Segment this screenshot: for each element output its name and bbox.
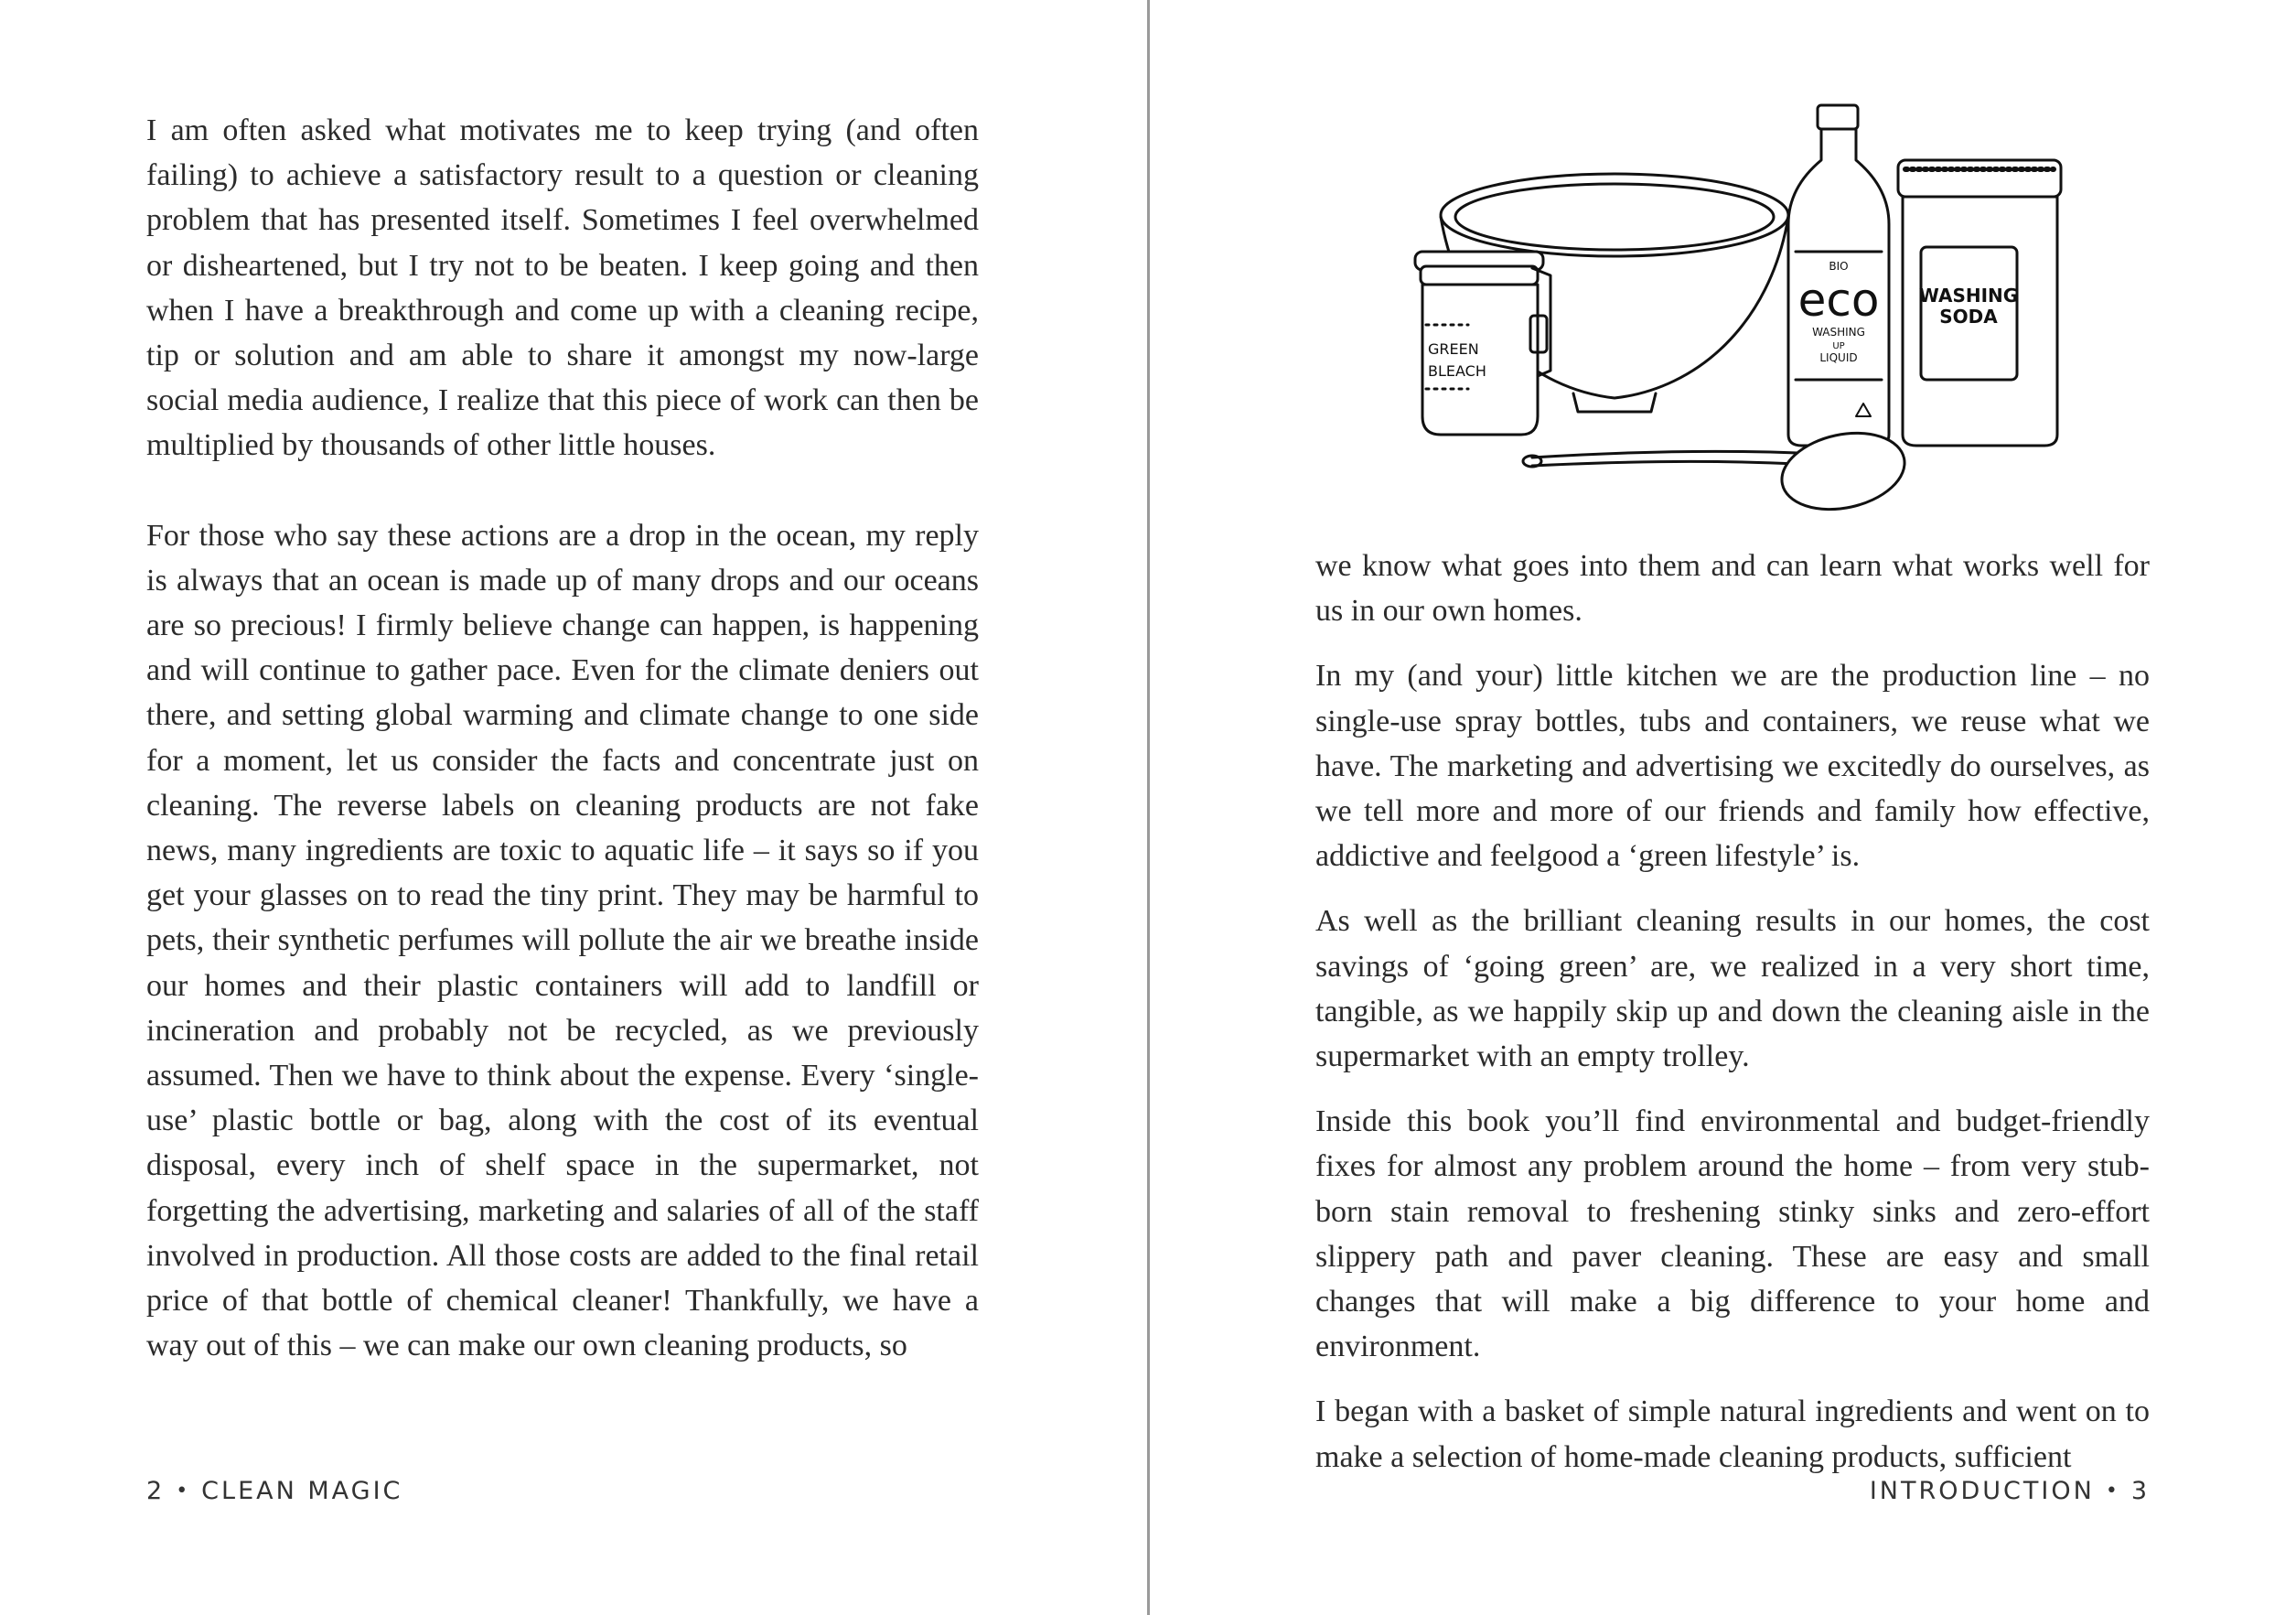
jar-label-line2: BLEACH xyxy=(1428,362,1486,380)
right-page-number: 3 xyxy=(2130,1477,2150,1505)
right-folio xyxy=(1870,1477,2150,1505)
right-paragraph-2: In my (and your) little kitchen we are the production line – no single-use spray bottles, tubs and containers, we reuse what we have. The marketing and advertising we excitedly do ourselves, as we tell more and more of our friends and family how effective, addictive and feelgood a ‘green lifestyle’ is. xyxy=(1315,659,2150,874)
right-paragraph-5: I began with a basket of simple natural ingredients and went on to make a selection of home-made cleaning products, sufficient xyxy=(1315,1394,2150,1474)
left-page-body xyxy=(146,108,979,1368)
left-paragraph-2: For those who say these actions are a drop in the ocean, my reply is always that an ocean is made up of many drops and our oceans are so precious! I firmly believe change can happen, is happening and will continue to gather pace. Even for the climate deniers out there, and setting global warming and climate change to one side for a moment, let us consider the facts and concentrate just on cleaning. The reverse labels on cleaning products are not fake news, many ingredients are toxic to aquatic life – it says so if you get your glasses on to read the tiny print. They may be harmful to pets, their synthetic perfumes will pollute the air we breathe inside our homes and their plastic containers will add to landfill or incineration and probably not be recycled, as we previously assumed. Then we have to think about the expense. Every ‘single-use’ plastic bottle or bag, along with the cost of its eventual disposal, every inch of shelf space in the supermarket, not forgetting the advertising, marketing and salaries of all of the staff involved in production. All those costs are added to the final retail price of that bottle of chemical cleaner! Thankfully, we have a way out of this – we can make our own cleaning products, so xyxy=(146,518,979,1363)
tub-label-line2: SODA xyxy=(1939,306,1998,328)
tub-label-line1: WASHING xyxy=(1918,285,2019,307)
page-gutter xyxy=(1147,0,1150,1615)
right-page-body xyxy=(1315,544,2150,1480)
right-paragraph-4: Inside this book you’ll find environmental and budget-friendly fixes for almost any problem around the home – from very stubborn stain removal to freshening stinky sinks and zero-effort slippery path and paver cleaning. These are easy and small changes that will make a big difference to your home and environment. xyxy=(1315,1104,2150,1364)
bottle-label-brand: eco xyxy=(1797,274,1880,327)
bottle-label-top: BIO xyxy=(1829,260,1849,273)
spoon-icon xyxy=(1523,423,1912,521)
left-folio xyxy=(146,1477,402,1505)
left-paragraph-1: I am often asked what motivates me to keep trying (and often failing) to achieve a satisfactory result to a question or cleaning problem that has presented itself. Sometimes I feel overwhelmed or disheartened, but I try not to be beaten. I keep going and then when I have a breakthrough and come up with a cleaning recipe, tip or solution and am able to share it amongst my now-large social media audience, I realize that this piece of work can then be multiplied by thousands of other little houses. xyxy=(146,113,979,463)
right-paragraph-1: we know what goes into them and can learn what works well for us in our own homes. xyxy=(1315,549,2150,629)
cleaning-supplies-illustration xyxy=(1404,96,2072,526)
folio-bullet-icon: • xyxy=(176,1480,191,1502)
eco-washing-up-bottle-icon xyxy=(1788,105,1889,446)
washing-soda-tub-icon xyxy=(1898,160,2061,446)
green-bleach-jar-icon xyxy=(1415,252,1550,435)
jar-label-line1: GREEN xyxy=(1428,340,1479,358)
bottle-label-line1: WASHING xyxy=(1812,326,1865,339)
right-paragraph-3: As well as the brilliant cleaning results in our homes, the cost savings of ‘going green’ are, we realized in a very short time, tangible, as we happily skip up and down the cleaning aisle in the supermarket with an empty trolley. xyxy=(1315,904,2150,1074)
bottle-label-line3: LIQUID xyxy=(1819,351,1858,364)
folio-bullet-icon: • xyxy=(2105,1480,2120,1502)
right-running-title: INTRODUCTION xyxy=(1869,1477,2095,1505)
left-page-number: 2 xyxy=(146,1477,166,1505)
left-running-title: CLEAN MAGIC xyxy=(201,1477,403,1505)
bottle-label-line2: UP xyxy=(1832,341,1845,351)
